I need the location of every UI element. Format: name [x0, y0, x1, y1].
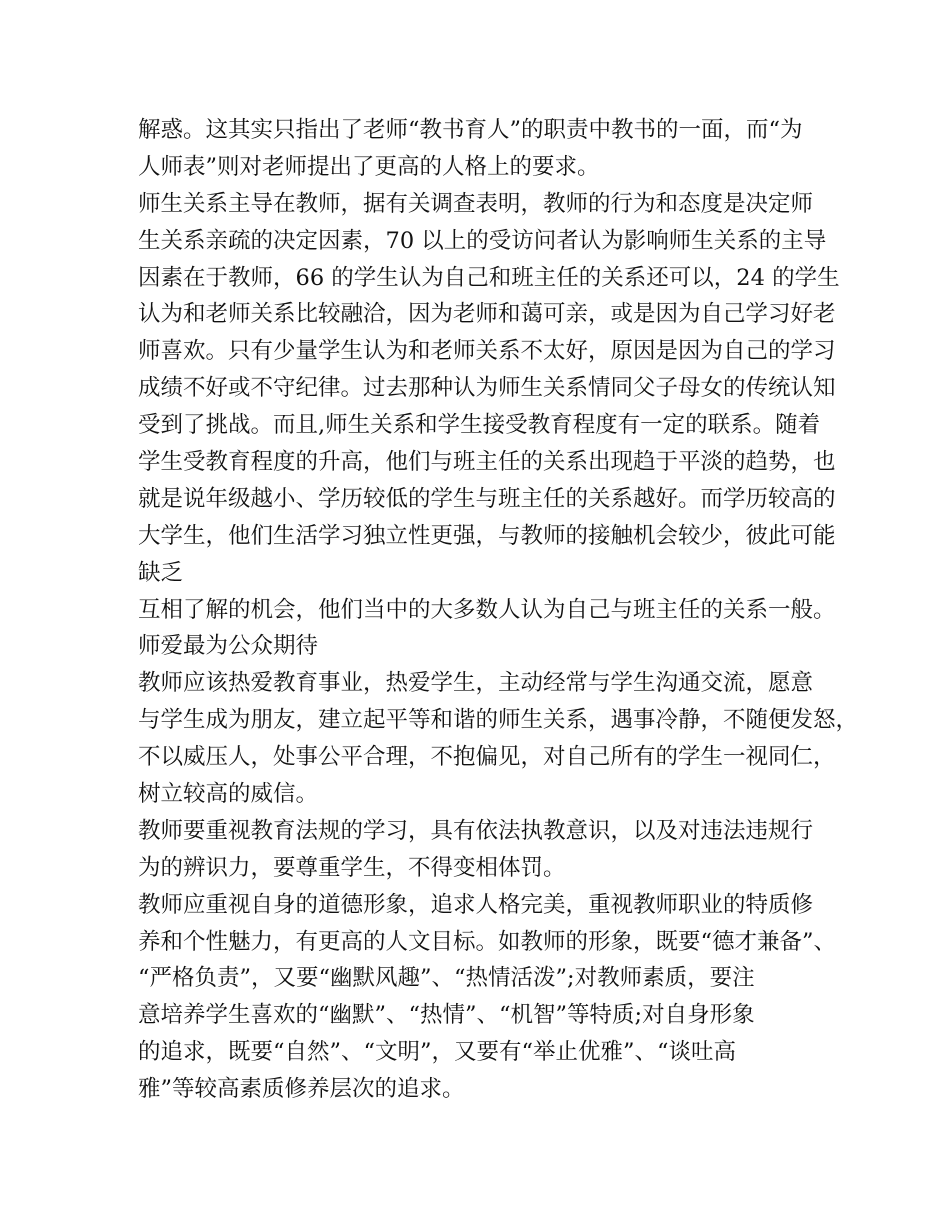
text-line: 为的辨识力，要尊重学生，不得变相体罚。 [138, 854, 566, 881]
body-text [138, 112, 859, 1108]
text-line: “严格负责”，又要“幽默风趣”、“热情活泼”;对教师素质，要注 [138, 965, 755, 992]
text-line: 就是说年级越小、学历较低的学生与班主任的关系越好。而学历较高的 [138, 485, 836, 512]
text-line: 解惑。这其实只指出了老师“教书育人”的职责中教书的一面，而“为 [138, 117, 803, 143]
text-line: 成绩不好或不守纪律。过去那种认为师生关系情同父子母女的传统认知 [138, 375, 836, 402]
text-line: 大学生，他们生活学习独立性更强，与教师的接触机会较少，彼此可能 [138, 522, 836, 549]
text-line: 树立较高的威信。 [138, 781, 319, 808]
text-line: 的追求，既要“自然”、“文明”，又要有“举止优雅”、“谈吐高 [138, 1039, 737, 1066]
text-line: 人师表”则对老师提出了更高的人格上的要求。 [138, 153, 600, 180]
text-line: 受到了挑战。而且,师生关系和学生接受教育程度有一定的联系。随着 [138, 412, 821, 439]
text-line: 教师应重视自身的道德形象，追求人格完美，重视教师职业的特质修 [138, 891, 814, 918]
text-line: 缺乏 [138, 559, 184, 586]
text-line: 养和个性魅力，有更高的人文目标。如教师的形象，既要“德才兼备”、 [138, 928, 837, 955]
text-line: 与学生成为朋友，建立起平等和谐的师生关系，遇事冷静，不随便发怒， [138, 707, 859, 734]
text-line: 学生受教育程度的升高，他们与班主任的关系出现趋于平淡的趋势，也 [138, 449, 836, 476]
section-heading: 师爱最为公众期待 [138, 633, 319, 660]
text-line: 师生关系主导在教师，据有关调查表明，教师的行为和态度是决定师 [138, 190, 814, 217]
text-line: 教师应该热爱教育事业，热爱学生，主动经常与学生沟通交流，愿意 [138, 670, 814, 697]
text-line: 生关系亲疏的决定因素，70 以上的受访问者认为影响师生关系的主导 [138, 227, 827, 254]
text-line: 互相了解的机会，他们当中的大多数人认为自己与班主任的关系一般。 [138, 596, 836, 623]
text-line: 雅”等较高素质修养层次的追求。 [138, 1076, 465, 1103]
text-line: 教师要重视教育法规的学习，具有依法执教意识，以及对违法违规行 [138, 817, 814, 844]
text-line: 意培养学生喜欢的“幽默”、“热情”、“机智”等特质;对自身形象 [138, 1002, 755, 1029]
text-line: 师喜欢。只有少量学生认为和老师关系不太好，原因是因为自己的学习 [138, 338, 836, 365]
text-line: 认为和老师关系比较融洽，因为老师和蔼可亲，或是因为自己学习好老 [138, 301, 836, 328]
text-line: 因素在于教师，66 的学生认为自己和班主任的关系还可以，24 的学生 [138, 264, 840, 291]
text-line: 不以威压人，处事公平合理，不抱偏见，对自己所有的学生一视同仁， [138, 744, 836, 771]
